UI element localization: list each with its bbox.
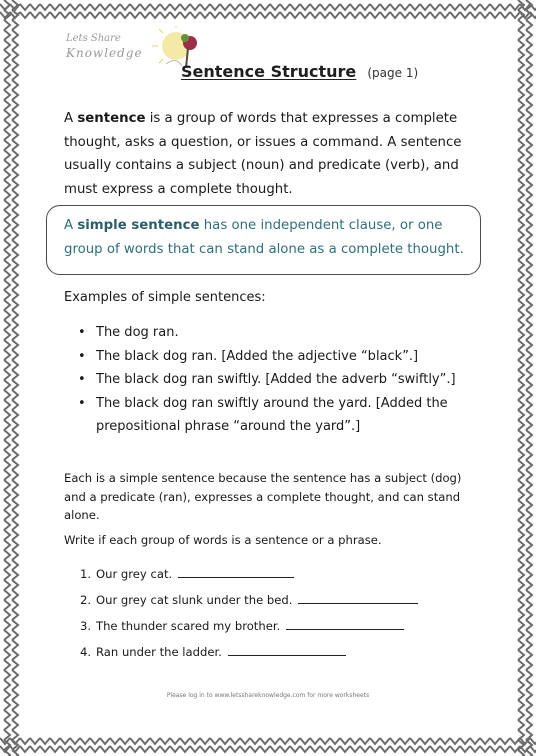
footer-note: Please log in to www.letsshareknowledge.com for more worksheets	[166, 692, 370, 699]
logo-line-2: Knowledge	[66, 46, 143, 60]
callout-after: has one independent clause, or one group of words that can stand alone as a complete thought.	[64, 218, 464, 257]
intro-before: A	[64, 111, 78, 126]
callout-text	[64, 214, 474, 262]
page-title: Sentence Structure	[181, 62, 357, 81]
item-text: Our grey cat.	[96, 567, 173, 581]
answer-blank[interactable]	[298, 591, 418, 604]
item-text: Our grey cat slunk under the bed.	[96, 593, 293, 607]
item-number: 4.	[80, 645, 92, 659]
border-left	[0, 0, 22, 756]
border-top	[0, 0, 536, 22]
list-item: • The black dog ran. [Added the adjective “black”.]	[78, 345, 478, 369]
list-item: • The black dog ran swiftly. [Added the adverb “swiftly”.]	[78, 368, 478, 392]
exercise-item	[64, 587, 418, 613]
item-text: Ran under the ladder.	[96, 645, 222, 659]
definition-callout	[46, 205, 481, 275]
list-item: • The dog ran.	[78, 321, 478, 345]
answer-blank[interactable]	[178, 565, 294, 578]
exercise-item	[64, 639, 418, 665]
callout-before: A	[64, 218, 78, 233]
border-bottom	[0, 734, 536, 756]
examples-heading: Examples of simple sentences:	[64, 290, 266, 305]
border-right	[514, 0, 536, 756]
page-subtitle: (page 1)	[367, 66, 419, 80]
exercise-list	[64, 561, 418, 665]
exercise-item	[64, 561, 418, 587]
list-item: • The black dog ran swiftly around the yard. [Added the prepositional phrase “around the yard”.]	[78, 392, 478, 439]
summary-paragraph: Each is a simple sentence because the sentence has a subject (dog) and a predicate (ran), expresses a complete thought, and can stand alone.	[64, 471, 462, 522]
exercise-instruction: Write if each group of words is a sentence or a phrase.	[64, 533, 382, 547]
intro-after: is a group of words that expresses a complete thought, asks a question, or issues a command. A sentence usually contains a subject (noun) and predicate (verb), and must express a complete thought.	[64, 111, 462, 197]
item-text: The thunder scared my brother.	[96, 619, 281, 633]
answer-blank[interactable]	[286, 617, 404, 630]
item-number: 2.	[80, 593, 92, 607]
exercise-item	[64, 613, 418, 639]
examples-list	[78, 321, 478, 439]
intro-term: sentence	[77, 111, 146, 126]
title-row	[181, 62, 418, 81]
intro-paragraph	[64, 107, 484, 201]
logo-line-1: Lets Share	[66, 33, 121, 44]
callout-term: simple sentence	[77, 218, 200, 233]
answer-blank[interactable]	[228, 643, 346, 656]
item-number: 1.	[80, 567, 92, 581]
item-number: 3.	[80, 619, 92, 633]
